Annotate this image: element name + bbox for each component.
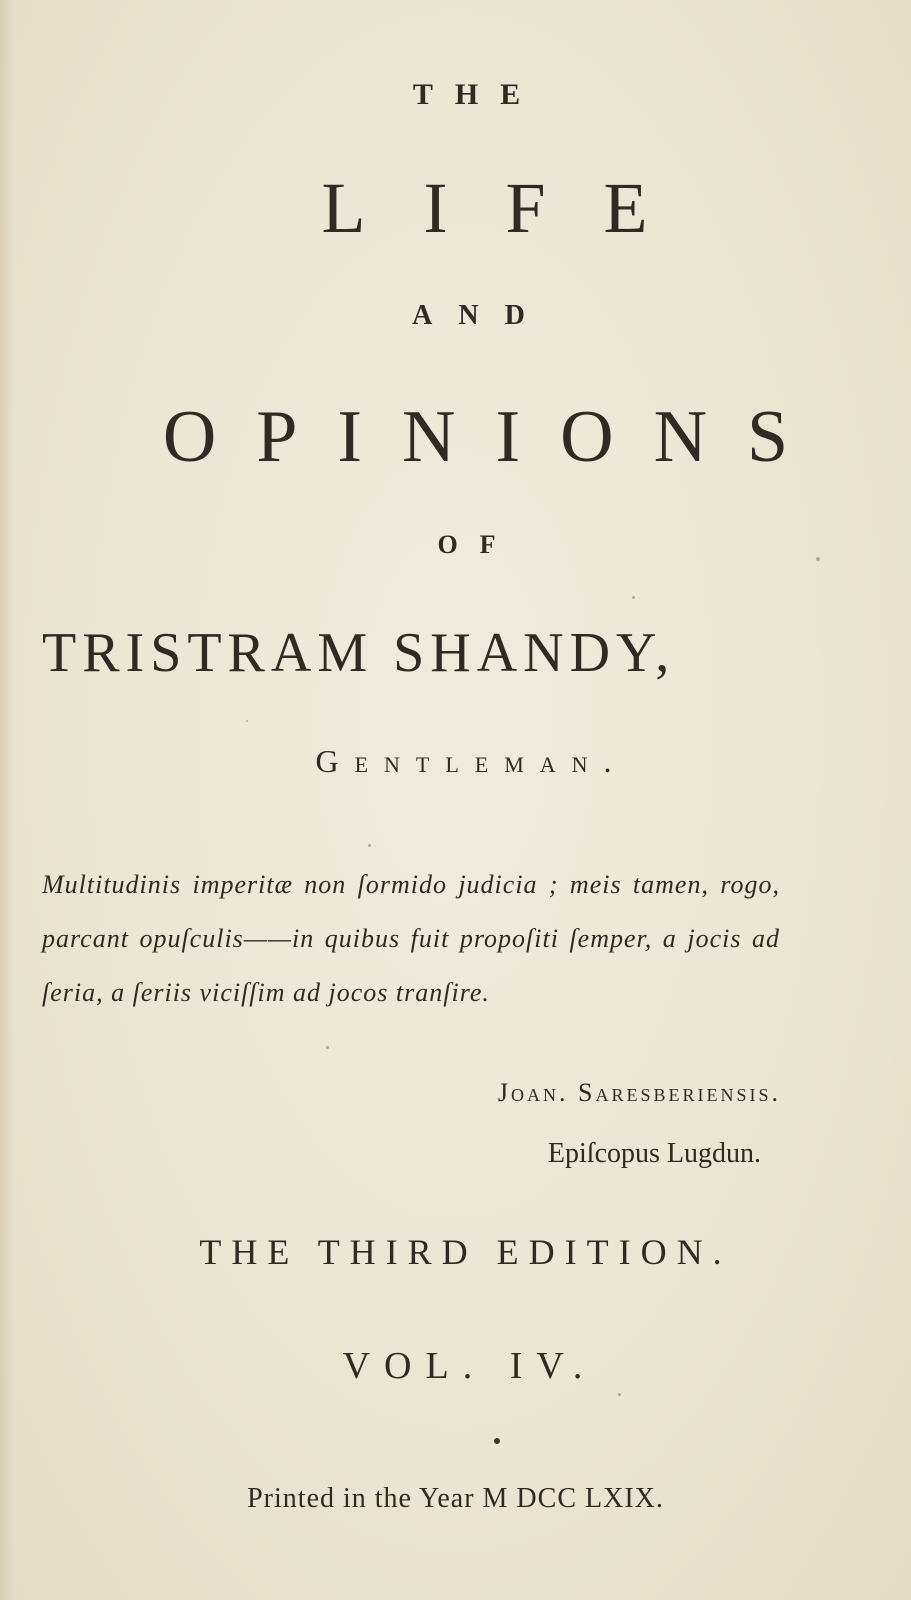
title-opinions: OPINIONS — [162, 396, 829, 478]
title-the: THE — [412, 78, 543, 111]
paper-speck — [368, 844, 371, 847]
paper-speck — [816, 557, 820, 561]
title-gentleman: Gentleman. — [315, 743, 628, 779]
title-of: OF — [437, 530, 518, 559]
paper-speck — [618, 1393, 621, 1396]
motto-author-title: Epiſcopus Lugdun. — [547, 1138, 761, 1169]
motto-author: Joan. Saresberiensis. — [497, 1078, 781, 1107]
volume-number: VOL. IV. — [342, 1345, 597, 1387]
title-and: AND — [412, 300, 551, 331]
printer-mark — [494, 1438, 500, 1444]
imprint: Printed in the Year M DCC LXIX. — [247, 1483, 664, 1514]
paper-speck — [326, 1046, 329, 1049]
edition-statement: THE THIRD EDITION. — [199, 1232, 732, 1272]
title-name: TRISTRAM SHANDY, — [42, 622, 676, 684]
title-life: LIFE — [321, 168, 706, 248]
paper-speck — [632, 596, 635, 599]
latin-motto: Multitudinis imperitæ non ſormido judicia ; meis tamen, rogo, parcant opuſculis——in quibus fuit propoſiti ſemper, a jocis ad ſeria, a ſeriis viciſſim ad jocos tranſire. — [42, 870, 780, 1007]
paper-speck — [246, 720, 248, 722]
